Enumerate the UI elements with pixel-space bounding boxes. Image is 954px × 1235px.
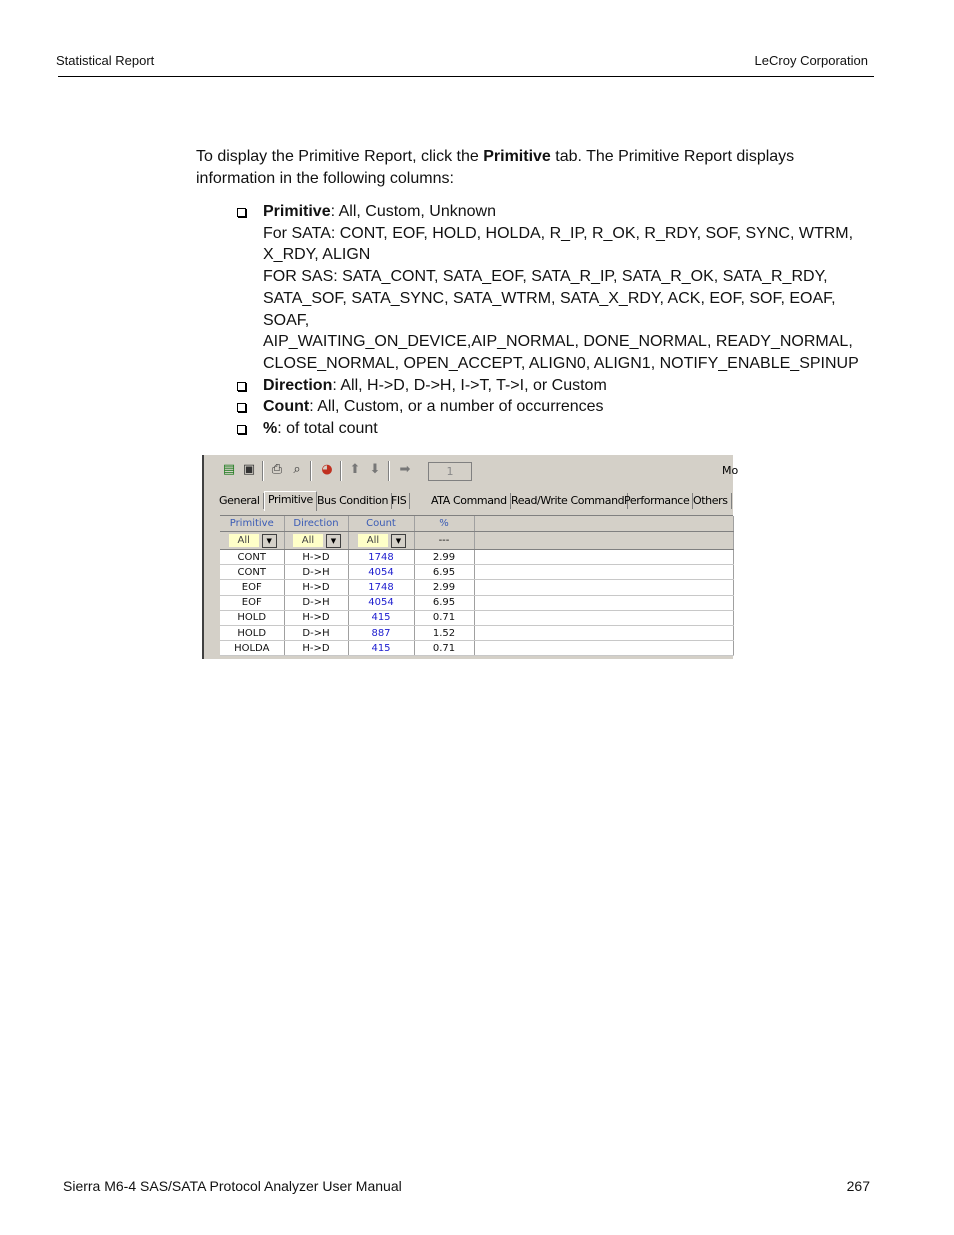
- checkbox-bullet-icon: [237, 382, 246, 391]
- report-tabs: [216, 491, 736, 511]
- print-preview-icon[interactable]: ⌕: [293, 462, 301, 477]
- arrow-up-icon[interactable]: ⬆: [349, 462, 361, 477]
- filter-row: [220, 532, 733, 550]
- toolbar-separator: [310, 461, 312, 481]
- direction-filter[interactable]: All ▼: [287, 534, 345, 547]
- mode-label: Mo: [722, 464, 739, 477]
- primitive-table: [220, 515, 733, 656]
- header-rule: [58, 76, 874, 77]
- tab-ata-command[interactable]: ATA Command: [428, 493, 511, 509]
- bullet-line: AIP_WAITING_ON_DEVICE,AIP_NORMAL, DONE_NORMAL, READY_NORMAL,: [263, 333, 853, 351]
- chevron-down-icon[interactable]: ▼: [262, 534, 277, 548]
- intro-post: tab. The Primitive Report displays information in the following columns:: [196, 148, 795, 187]
- chevron-down-icon[interactable]: ▼: [391, 534, 406, 548]
- running-header-company: LeCroy Corporation: [754, 53, 868, 68]
- footer-manual-title: Sierra M6-4 SAS/SATA Protocol Analyzer User Manual: [63, 1178, 402, 1194]
- intro-pre: To display the Primitive Report, click the: [196, 148, 484, 165]
- tab-fis[interactable]: FIS: [388, 493, 410, 509]
- column-header-empty: [474, 516, 733, 532]
- chevron-down-icon[interactable]: ▼: [326, 534, 341, 548]
- primitive-filter[interactable]: All ▼: [223, 534, 281, 547]
- bullet-line: FOR SAS: SATA_CONT, SATA_EOF, SATA_R_IP, SATA_R_OK, SATA_R_RDY,: [263, 268, 828, 286]
- table-row[interactable]: EOF H->D 1748 2.99: [220, 580, 733, 595]
- tab-others[interactable]: Others: [690, 493, 732, 509]
- go-to-arrow-icon[interactable]: ➡: [399, 462, 411, 477]
- toolbar-separator: [388, 461, 390, 481]
- bullet-line: For SATA: CONT, EOF, HOLD, HOLDA, R_IP, R_OK, R_RDY, SOF, SYNC, WTRM,: [263, 224, 854, 242]
- primitive-report-screenshot: [202, 455, 739, 659]
- intro-bold-primitive: Primitive: [483, 148, 551, 165]
- table-row[interactable]: HOLDA H->D 415 0.71: [220, 641, 733, 656]
- arrow-down-icon[interactable]: ⬇: [369, 462, 381, 477]
- bullet-percent: [236, 418, 876, 440]
- tab-general[interactable]: General: [216, 493, 264, 509]
- checkbox-bullet-icon: [237, 208, 246, 217]
- color-palette-icon[interactable]: ◕: [321, 462, 333, 477]
- bullet-line: CLOSE_NORMAL, OPEN_ACCEPT, ALIGN0, ALIGN1, NOTIFY_ENABLE_SPINUP: [263, 354, 859, 372]
- bullet-term: Direction: [263, 376, 333, 394]
- count-filter[interactable]: All ▼: [352, 534, 410, 547]
- checkbox-bullet-icon: [237, 403, 246, 412]
- bullet-primitive: [236, 201, 876, 375]
- export-icon[interactable]: ▤: [222, 462, 236, 477]
- bullet-term: Count: [263, 398, 310, 416]
- bullet-term: %: [263, 420, 278, 438]
- table-row[interactable]: CONT D->H 4054 6.95: [220, 565, 733, 580]
- table-row[interactable]: HOLD H->D 415 0.71: [220, 610, 733, 625]
- bullet-direction: [236, 375, 876, 397]
- column-header-direction[interactable]: Direction: [284, 516, 348, 532]
- intro-paragraph: [196, 146, 856, 190]
- bullet-term: Primitive: [263, 203, 331, 220]
- percent-filter: ---: [414, 532, 474, 550]
- toolbar-separator: [340, 461, 342, 481]
- column-bullet-list: [236, 201, 876, 440]
- bullet-text: : All, H->D, D->H, I->T, T->I, or Custom: [332, 376, 607, 394]
- column-header-primitive[interactable]: Primitive: [220, 516, 284, 532]
- bullet-text: : All, Custom, or a number of occurrences: [309, 398, 604, 416]
- print-icon[interactable]: ⎙: [271, 462, 283, 477]
- tab-read-write-command[interactable]: Read/Write Command: [508, 493, 628, 509]
- table-row[interactable]: HOLD D->H 887 1.52: [220, 625, 733, 640]
- table-row[interactable]: EOF D->H 4054 6.95: [220, 595, 733, 610]
- column-header-percent[interactable]: %: [414, 516, 474, 532]
- bullet-count: [236, 396, 876, 418]
- bullet-text: : All, Custom, Unknown: [330, 203, 496, 220]
- save-icon[interactable]: ▣: [242, 462, 256, 477]
- go-to-field[interactable]: 1: [428, 462, 472, 481]
- page-number: 267: [846, 1178, 870, 1194]
- column-header-count[interactable]: Count: [348, 516, 414, 532]
- bullet-text: : of total count: [277, 420, 378, 438]
- running-header-section: Statistical Report: [56, 53, 155, 68]
- bullet-line: SATA_SOF, SATA_SYNC, SATA_WTRM, SATA_X_RDY, ACK, EOF, SOF, EOAF, SOAF,: [263, 289, 836, 329]
- tab-bus-condition[interactable]: Bus Condition: [314, 493, 392, 509]
- toolbar-separator: [262, 461, 264, 481]
- table-row[interactable]: CONT H->D 1748 2.99: [220, 550, 733, 565]
- tab-primitive[interactable]: Primitive: [264, 491, 317, 511]
- report-toolbar: [210, 457, 739, 485]
- tab-performance[interactable]: Performance: [621, 493, 693, 509]
- bullet-line: X_RDY, ALIGN: [263, 246, 371, 264]
- checkbox-bullet-icon: [237, 425, 246, 434]
